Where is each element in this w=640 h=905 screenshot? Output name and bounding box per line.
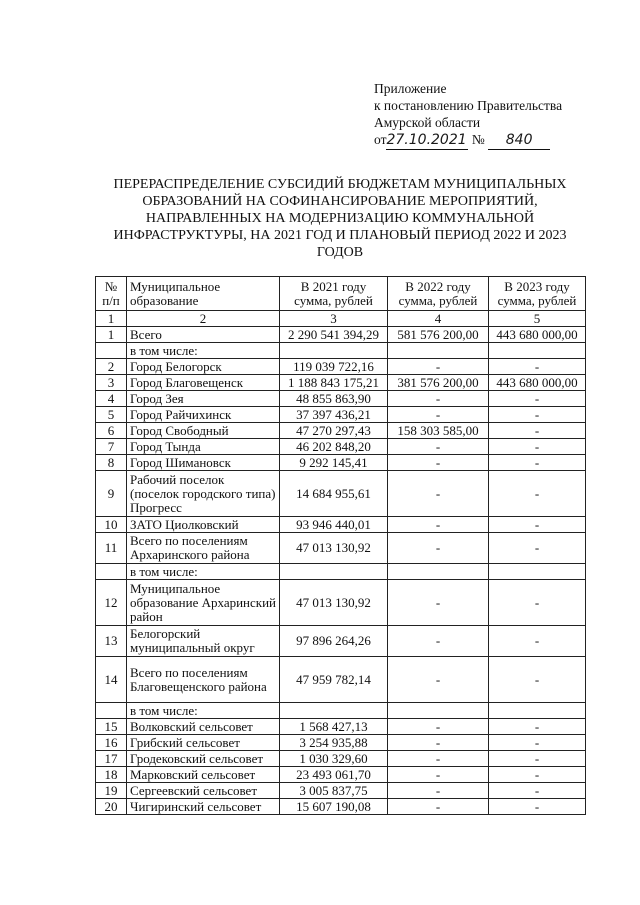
row-2023-cell: -	[489, 439, 586, 455]
row-2023-cell: -	[489, 517, 586, 533]
row-2021-cell: 47 959 782,14	[280, 657, 388, 703]
row-number-cell: 10	[96, 517, 127, 533]
row-2023-cell: -	[489, 751, 586, 767]
row-2022-cell: -	[388, 580, 489, 626]
row-number-cell: 1	[96, 327, 127, 343]
col-number-cell: 5	[489, 311, 586, 327]
row-name-cell: Всего по поселениям Архаринского района	[127, 533, 280, 564]
table-row	[96, 423, 586, 439]
row-2021-cell: 9 292 145,41	[280, 455, 388, 471]
row-2022-cell: -	[388, 751, 489, 767]
row-2021-cell: 97 896 264,26	[280, 626, 388, 657]
row-number-cell: 5	[96, 407, 127, 423]
row-2021-cell: 47 013 130,92	[280, 580, 388, 626]
row-2022-cell	[388, 703, 489, 719]
header-2022: В 2022 году сумма, рублей	[388, 277, 489, 311]
row-name-cell: Город Райчихинск	[127, 407, 280, 423]
table-row	[96, 657, 586, 703]
row-name-cell: Город Свободный	[127, 423, 280, 439]
row-2021-cell: 48 855 863,90	[280, 391, 388, 407]
table-row	[96, 564, 586, 580]
row-number-cell: 19	[96, 783, 127, 799]
row-2023-cell: -	[489, 533, 586, 564]
row-2022-cell: -	[388, 657, 489, 703]
row-name-cell: Сергеевский сельсовет	[127, 783, 280, 799]
row-number-cell: 15	[96, 719, 127, 735]
row-2023-cell: -	[489, 407, 586, 423]
table-row	[96, 719, 586, 735]
row-2022-cell: 581 576 200,00	[388, 327, 489, 343]
row-number-cell	[96, 564, 127, 580]
row-2023-cell: -	[489, 783, 586, 799]
row-2022-cell: -	[388, 517, 489, 533]
table-row	[96, 391, 586, 407]
row-name-cell: Чигиринский сельсовет	[127, 799, 280, 815]
row-name-cell: Волковский сельсовет	[127, 719, 280, 735]
header-municipality: Муниципальное образование	[127, 277, 280, 311]
appendix-block	[374, 80, 562, 150]
row-2022-cell: -	[388, 767, 489, 783]
row-2022-cell: 381 576 200,00	[388, 375, 489, 391]
table-row	[96, 626, 586, 657]
table-row	[96, 735, 586, 751]
table-body	[96, 327, 586, 815]
row-2021-cell: 1 188 843 175,21	[280, 375, 388, 391]
row-number-cell: 14	[96, 657, 127, 703]
table-row	[96, 533, 586, 564]
row-number-cell: 16	[96, 735, 127, 751]
row-number-cell: 7	[96, 439, 127, 455]
row-2022-cell: 158 303 585,00	[388, 423, 489, 439]
row-number-cell: 18	[96, 767, 127, 783]
row-2022-cell: -	[388, 439, 489, 455]
row-2022-cell: -	[388, 407, 489, 423]
row-2023-cell: -	[489, 719, 586, 735]
row-2021-cell: 47 270 297,43	[280, 423, 388, 439]
row-number-cell: 17	[96, 751, 127, 767]
handwritten-date: 27.10.2021	[386, 132, 467, 148]
row-name-cell: Марковский сельсовет	[127, 767, 280, 783]
row-2021-cell: 1 568 427,13	[280, 719, 388, 735]
row-2023-cell: -	[489, 423, 586, 439]
row-2021-cell: 37 397 436,21	[280, 407, 388, 423]
row-name-cell: Город Шимановск	[127, 455, 280, 471]
handwritten-number: 840	[488, 132, 550, 150]
row-name-cell: в том числе:	[127, 564, 280, 580]
appendix-date-number-line	[374, 131, 562, 150]
row-2023-cell: -	[489, 455, 586, 471]
row-2022-cell: -	[388, 783, 489, 799]
row-name-cell: в том числе:	[127, 343, 280, 359]
row-2023-cell: 443 680 000,00	[489, 375, 586, 391]
row-2023-cell: -	[489, 580, 586, 626]
row-2021-cell: 14 684 955,61	[280, 471, 388, 517]
row-2022-cell	[388, 564, 489, 580]
row-2021-cell: 23 493 061,70	[280, 767, 388, 783]
row-name-cell: в том числе:	[127, 703, 280, 719]
row-2023-cell	[489, 343, 586, 359]
row-2023-cell: -	[489, 626, 586, 657]
row-2023-cell: -	[489, 391, 586, 407]
document-title: ПЕРЕРАСПРЕДЕЛЕНИЕ СУБСИДИЙ БЮДЖЕТАМ МУНИЦИПАЛЬНЫХ ОБРАЗОВАНИЙ НА СОФИНАНСИРОВАНИЕ МЕРОПРИЯТИЙ, НАПРАВЛЕННЫХ НА МОДЕРНИЗАЦИЮ КОММУНАЛЬНОЙ ИНФРАСТРУКТУРЫ, НА 2021 ГОД И ПЛАНОВЫЙ ПЕРИОД 2022 И 2023 ГОДОВ	[113, 177, 567, 260]
row-number-cell: 13	[96, 626, 127, 657]
row-2021-cell: 46 202 848,20	[280, 439, 388, 455]
row-2022-cell: -	[388, 799, 489, 815]
table-row	[96, 751, 586, 767]
row-2023-cell: 443 680 000,00	[489, 327, 586, 343]
appendix-decree-ref: к постановлению Правительства	[374, 98, 563, 113]
col-number-cell: 3	[280, 311, 388, 327]
number-label: №	[471, 132, 485, 147]
appendix-region: Амурской области	[374, 115, 481, 130]
row-2022-cell: -	[388, 735, 489, 751]
row-2023-cell	[489, 564, 586, 580]
from-label: от	[374, 132, 387, 147]
row-number-cell	[96, 703, 127, 719]
row-2022-cell: -	[388, 626, 489, 657]
row-number-cell: 2	[96, 359, 127, 375]
table-row	[96, 327, 586, 343]
row-name-cell: Грибский сельсовет	[127, 735, 280, 751]
row-2022-cell: -	[388, 359, 489, 375]
row-2023-cell: -	[489, 767, 586, 783]
row-name-cell: Муниципальное образование Архаринский район	[127, 580, 280, 626]
row-2023-cell: -	[489, 471, 586, 517]
row-2021-cell: 2 290 541 394,29	[280, 327, 388, 343]
row-name-cell: Город Тында	[127, 439, 280, 455]
row-number-cell	[96, 343, 127, 359]
row-2021-cell: 1 030 329,60	[280, 751, 388, 767]
row-2023-cell: -	[489, 657, 586, 703]
row-2023-cell: -	[489, 735, 586, 751]
row-2021-cell	[280, 703, 388, 719]
row-2021-cell: 15 607 190,08	[280, 799, 388, 815]
table-row	[96, 407, 586, 423]
table-row	[96, 517, 586, 533]
col-number-cell: 1	[96, 311, 127, 327]
row-number-cell: 9	[96, 471, 127, 517]
row-name-cell: Город Благовещенск	[127, 375, 280, 391]
row-2022-cell: -	[388, 455, 489, 471]
row-2021-cell	[280, 343, 388, 359]
row-name-cell: Белогорский муниципальный округ	[127, 626, 280, 657]
row-2021-cell: 47 013 130,92	[280, 533, 388, 564]
row-2022-cell: -	[388, 471, 489, 517]
table-header-row	[96, 277, 586, 311]
row-name-cell: Рабочий поселок (поселок городского типа) Прогресс	[127, 471, 280, 517]
row-2021-cell: 119 039 722,16	[280, 359, 388, 375]
row-2021-cell	[280, 564, 388, 580]
table-row	[96, 375, 586, 391]
row-2023-cell: -	[489, 799, 586, 815]
row-number-cell: 11	[96, 533, 127, 564]
row-name-cell: Город Белогорск	[127, 359, 280, 375]
column-number-row	[96, 311, 586, 327]
row-name-cell: Всего	[127, 327, 280, 343]
header-2021: В 2021 году сумма, рублей	[280, 277, 388, 311]
table-row	[96, 471, 586, 517]
row-2022-cell: -	[388, 719, 489, 735]
row-2023-cell	[489, 703, 586, 719]
row-2022-cell	[388, 343, 489, 359]
table-row	[96, 343, 586, 359]
row-name-cell: ЗАТО Циолковский	[127, 517, 280, 533]
row-number-cell: 3	[96, 375, 127, 391]
row-name-cell: Гродековский сельсовет	[127, 751, 280, 767]
row-2021-cell: 93 946 440,01	[280, 517, 388, 533]
header-number: № п/п	[96, 277, 127, 311]
subsidy-table	[95, 276, 586, 815]
row-2022-cell: -	[388, 533, 489, 564]
table-row	[96, 455, 586, 471]
appendix-label: Приложение	[374, 81, 447, 96]
col-number-cell: 2	[127, 311, 280, 327]
row-2021-cell: 3 005 837,75	[280, 783, 388, 799]
header-2023: В 2023 году сумма, рублей	[489, 277, 586, 311]
table-row	[96, 439, 586, 455]
table-row	[96, 799, 586, 815]
row-name-cell: Всего по поселениям Благовещенского района	[127, 657, 280, 703]
row-number-cell: 4	[96, 391, 127, 407]
row-number-cell: 20	[96, 799, 127, 815]
row-2022-cell: -	[388, 391, 489, 407]
table-row	[96, 359, 586, 375]
row-number-cell: 8	[96, 455, 127, 471]
table-row	[96, 783, 586, 799]
row-number-cell: 6	[96, 423, 127, 439]
row-2023-cell: -	[489, 359, 586, 375]
row-name-cell: Город Зея	[127, 391, 280, 407]
row-number-cell: 12	[96, 580, 127, 626]
row-2021-cell: 3 254 935,88	[280, 735, 388, 751]
col-number-cell: 4	[388, 311, 489, 327]
table-row	[96, 767, 586, 783]
table-row	[96, 580, 586, 626]
table-row	[96, 703, 586, 719]
